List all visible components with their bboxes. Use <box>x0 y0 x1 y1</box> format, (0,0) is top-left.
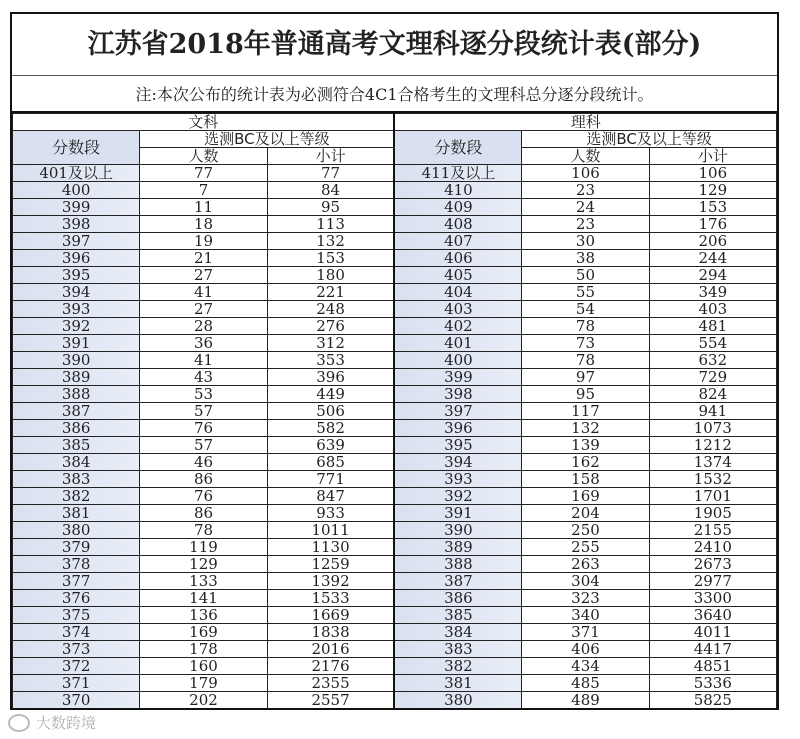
arts-count-cell: 28 <box>140 318 267 335</box>
arts-cumulative-cell: 1669 <box>267 607 394 624</box>
science-count-cell: 162 <box>522 454 649 471</box>
table-row <box>13 607 777 624</box>
science-cumulative-cell: 1905 <box>649 505 776 522</box>
science-segment-cell: 382 <box>394 658 521 675</box>
arts-segment-cell: 388 <box>13 386 140 403</box>
table-row <box>13 590 777 607</box>
table-row <box>13 250 777 267</box>
arts-segment-cell: 392 <box>13 318 140 335</box>
science-segment-cell: 394 <box>394 454 521 471</box>
arts-cumulative-cell: 1838 <box>267 624 394 641</box>
science-count-cell: 73 <box>522 335 649 352</box>
science-count-cell: 434 <box>522 658 649 675</box>
arts-cumulative-cell: 132 <box>267 233 394 250</box>
science-count-cell: 250 <box>522 522 649 539</box>
arts-cumulative-cell: 180 <box>267 267 394 284</box>
table-row <box>13 658 777 675</box>
arts-count-cell: 57 <box>140 403 267 420</box>
arts-cumulative-cell: 95 <box>267 199 394 216</box>
arts-cumulative-cell: 1130 <box>267 539 394 556</box>
science-count-cell: 485 <box>522 675 649 692</box>
arts-segment-cell: 395 <box>13 267 140 284</box>
science-cumulative-cell: 129 <box>649 182 776 199</box>
arts-cumulative-cell: 506 <box>267 403 394 420</box>
arts-count-cell: 46 <box>140 454 267 471</box>
arts-segment-cell: 385 <box>13 437 140 454</box>
science-cumulative-cell: 2673 <box>649 556 776 573</box>
science-cumulative-cell: 244 <box>649 250 776 267</box>
science-segment-cell: 409 <box>394 199 521 216</box>
science-count-cell: 263 <box>522 556 649 573</box>
science-count-cell: 340 <box>522 607 649 624</box>
science-segment-cell: 391 <box>394 505 521 522</box>
arts-count-cell: 133 <box>140 573 267 590</box>
arts-cumulative-cell: 1011 <box>267 522 394 539</box>
science-cumulative-cell: 5336 <box>649 675 776 692</box>
science-cumulative-cell: 554 <box>649 335 776 352</box>
science-count-cell: 323 <box>522 590 649 607</box>
science-cumulative-cell: 1073 <box>649 420 776 437</box>
science-segment-cell: 393 <box>394 471 521 488</box>
science-cumulative-cell: 349 <box>649 284 776 301</box>
science-cumulative-cell: 206 <box>649 233 776 250</box>
science-segment-cell: 406 <box>394 250 521 267</box>
science-cumulative-header: 小计 <box>649 148 776 165</box>
arts-count-cell: 41 <box>140 284 267 301</box>
watermark-text: 大数跨境 <box>36 714 97 732</box>
arts-count-cell: 119 <box>140 539 267 556</box>
arts-cumulative-cell: 2557 <box>267 692 394 710</box>
science-segment-cell: 396 <box>394 420 521 437</box>
table-row <box>13 505 777 522</box>
science-cumulative-cell: 729 <box>649 369 776 386</box>
science-cumulative-cell: 3640 <box>649 607 776 624</box>
arts-cumulative-cell: 396 <box>267 369 394 386</box>
science-count-cell: 23 <box>522 182 649 199</box>
table-row <box>13 403 777 420</box>
arts-count-cell: 76 <box>140 488 267 505</box>
table-row <box>13 556 777 573</box>
table-row <box>13 216 777 233</box>
science-count-cell: 139 <box>522 437 649 454</box>
arts-segment-cell: 400 <box>13 182 140 199</box>
table-row <box>13 573 777 590</box>
arts-segment-cell: 393 <box>13 301 140 318</box>
arts-segment-cell: 379 <box>13 539 140 556</box>
science-cumulative-cell: 481 <box>649 318 776 335</box>
arts-count-cell: 77 <box>140 165 267 182</box>
arts-count-cell: 36 <box>140 335 267 352</box>
arts-segment-cell: 394 <box>13 284 140 301</box>
arts-count-cell: 179 <box>140 675 267 692</box>
science-count-cell: 169 <box>522 488 649 505</box>
science-cumulative-cell: 4011 <box>649 624 776 641</box>
science-cumulative-cell: 1212 <box>649 437 776 454</box>
science-count-cell: 106 <box>522 165 649 182</box>
arts-count-cell: 43 <box>140 369 267 386</box>
table-row <box>13 420 777 437</box>
arts-segment-cell: 390 <box>13 352 140 369</box>
science-segment-cell: 408 <box>394 216 521 233</box>
arts-cumulative-cell: 933 <box>267 505 394 522</box>
science-count-cell: 304 <box>522 573 649 590</box>
arts-cumulative-cell: 449 <box>267 386 394 403</box>
science-count-cell: 78 <box>522 318 649 335</box>
arts-segment-header: 分数段 <box>13 131 140 165</box>
arts-count-cell: 178 <box>140 641 267 658</box>
science-cumulative-cell: 294 <box>649 267 776 284</box>
arts-cumulative-header: 小计 <box>267 148 394 165</box>
arts-count-cell: 169 <box>140 624 267 641</box>
table-row <box>13 301 777 318</box>
arts-cumulative-cell: 2016 <box>267 641 394 658</box>
science-group-header: 选测BC及以上等级 <box>522 131 777 148</box>
arts-count-cell: 11 <box>140 199 267 216</box>
arts-count-cell: 57 <box>140 437 267 454</box>
arts-count-cell: 129 <box>140 556 267 573</box>
arts-cumulative-cell: 771 <box>267 471 394 488</box>
group-header-row <box>13 131 777 148</box>
science-segment-cell: 383 <box>394 641 521 658</box>
science-cumulative-cell: 2410 <box>649 539 776 556</box>
arts-count-cell: 27 <box>140 267 267 284</box>
table-row <box>13 352 777 369</box>
science-segment-cell: 410 <box>394 182 521 199</box>
arts-segment-cell: 401及以上 <box>13 165 140 182</box>
arts-count-header: 人数 <box>140 148 267 165</box>
science-count-cell: 132 <box>522 420 649 437</box>
science-segment-cell: 411及以上 <box>394 165 521 182</box>
arts-cumulative-cell: 113 <box>267 216 394 233</box>
science-segment-cell: 385 <box>394 607 521 624</box>
arts-count-cell: 136 <box>140 607 267 624</box>
science-segment-cell: 403 <box>394 301 521 318</box>
arts-segment-cell: 384 <box>13 454 140 471</box>
science-count-cell: 50 <box>522 267 649 284</box>
arts-count-cell: 160 <box>140 658 267 675</box>
science-cumulative-cell: 632 <box>649 352 776 369</box>
arts-cumulative-cell: 2176 <box>267 658 394 675</box>
table-row <box>13 318 777 335</box>
science-count-cell: 54 <box>522 301 649 318</box>
science-count-cell: 489 <box>522 692 649 710</box>
arts-cumulative-cell: 1259 <box>267 556 394 573</box>
science-segment-cell: 390 <box>394 522 521 539</box>
arts-segment-cell: 375 <box>13 607 140 624</box>
arts-segment-cell: 381 <box>13 505 140 522</box>
science-segment-cell: 395 <box>394 437 521 454</box>
arts-count-cell: 7 <box>140 182 267 199</box>
science-count-cell: 30 <box>522 233 649 250</box>
arts-count-cell: 41 <box>140 352 267 369</box>
table-row <box>13 369 777 386</box>
arts-segment-cell: 383 <box>13 471 140 488</box>
science-cumulative-cell: 1532 <box>649 471 776 488</box>
science-cumulative-cell: 1374 <box>649 454 776 471</box>
arts-count-cell: 86 <box>140 471 267 488</box>
arts-group-header: 选测BC及以上等级 <box>140 131 395 148</box>
arts-count-cell: 21 <box>140 250 267 267</box>
arts-segment-cell: 398 <box>13 216 140 233</box>
table-row <box>13 488 777 505</box>
arts-count-cell: 19 <box>140 233 267 250</box>
science-count-cell: 24 <box>522 199 649 216</box>
table-row <box>13 539 777 556</box>
arts-cumulative-cell: 153 <box>267 250 394 267</box>
watermark <box>8 712 96 733</box>
science-count-header: 人数 <box>522 148 649 165</box>
science-cumulative-cell: 941 <box>649 403 776 420</box>
arts-segment-cell: 396 <box>13 250 140 267</box>
science-cumulative-cell: 824 <box>649 386 776 403</box>
arts-segment-cell: 377 <box>13 573 140 590</box>
table-row <box>13 522 777 539</box>
science-cumulative-cell: 176 <box>649 216 776 233</box>
science-cumulative-cell: 5825 <box>649 692 776 710</box>
science-segment-cell: 386 <box>394 590 521 607</box>
statistics-document <box>10 12 779 710</box>
arts-count-cell: 27 <box>140 301 267 318</box>
arts-cumulative-cell: 221 <box>267 284 394 301</box>
table-row <box>13 471 777 488</box>
arts-section-header: 文科 <box>13 114 395 131</box>
section-header-row <box>13 114 777 131</box>
science-segment-cell: 389 <box>394 539 521 556</box>
science-segment-cell: 397 <box>394 403 521 420</box>
science-count-cell: 158 <box>522 471 649 488</box>
science-segment-cell: 398 <box>394 386 521 403</box>
science-cumulative-cell: 4417 <box>649 641 776 658</box>
weibo-logo-icon <box>8 714 30 732</box>
arts-cumulative-cell: 685 <box>267 454 394 471</box>
science-segment-cell: 399 <box>394 369 521 386</box>
arts-cumulative-cell: 1533 <box>267 590 394 607</box>
arts-segment-cell: 389 <box>13 369 140 386</box>
arts-segment-cell: 387 <box>13 403 140 420</box>
arts-cumulative-cell: 582 <box>267 420 394 437</box>
science-segment-cell: 392 <box>394 488 521 505</box>
table-row <box>13 199 777 216</box>
science-segment-cell: 402 <box>394 318 521 335</box>
science-cumulative-cell: 1701 <box>649 488 776 505</box>
arts-segment-cell: 376 <box>13 590 140 607</box>
science-count-cell: 97 <box>522 369 649 386</box>
arts-segment-cell: 373 <box>13 641 140 658</box>
arts-segment-cell: 374 <box>13 624 140 641</box>
table-row <box>13 641 777 658</box>
arts-cumulative-cell: 847 <box>267 488 394 505</box>
arts-segment-cell: 391 <box>13 335 140 352</box>
arts-count-cell: 78 <box>140 522 267 539</box>
science-cumulative-cell: 153 <box>649 199 776 216</box>
science-cumulative-cell: 2977 <box>649 573 776 590</box>
science-count-cell: 117 <box>522 403 649 420</box>
arts-count-cell: 76 <box>140 420 267 437</box>
arts-segment-cell: 372 <box>13 658 140 675</box>
science-segment-cell: 381 <box>394 675 521 692</box>
arts-segment-cell: 382 <box>13 488 140 505</box>
table-row <box>13 675 777 692</box>
science-count-cell: 55 <box>522 284 649 301</box>
science-count-cell: 95 <box>522 386 649 403</box>
science-segment-cell: 404 <box>394 284 521 301</box>
table-row <box>13 233 777 250</box>
science-segment-cell: 405 <box>394 267 521 284</box>
arts-cumulative-cell: 77 <box>267 165 394 182</box>
table-row <box>13 165 777 182</box>
science-cumulative-cell: 3300 <box>649 590 776 607</box>
arts-segment-cell: 371 <box>13 675 140 692</box>
science-count-cell: 204 <box>522 505 649 522</box>
table-row <box>13 267 777 284</box>
science-segment-cell: 380 <box>394 692 521 710</box>
table-row <box>13 624 777 641</box>
arts-segment-cell: 397 <box>13 233 140 250</box>
arts-count-cell: 18 <box>140 216 267 233</box>
science-count-cell: 78 <box>522 352 649 369</box>
table-row <box>13 692 777 710</box>
arts-segment-cell: 386 <box>13 420 140 437</box>
science-segment-cell: 388 <box>394 556 521 573</box>
science-count-cell: 255 <box>522 539 649 556</box>
science-segment-header: 分数段 <box>394 131 521 165</box>
arts-cumulative-cell: 248 <box>267 301 394 318</box>
arts-count-cell: 53 <box>140 386 267 403</box>
science-segment-cell: 407 <box>394 233 521 250</box>
science-count-cell: 371 <box>522 624 649 641</box>
arts-count-cell: 141 <box>140 590 267 607</box>
science-section-header: 理科 <box>394 114 776 131</box>
science-segment-cell: 401 <box>394 335 521 352</box>
science-cumulative-cell: 403 <box>649 301 776 318</box>
science-cumulative-cell: 4851 <box>649 658 776 675</box>
document-title: 江苏省2018年普通高考文理科逐分段统计表(部分) <box>12 14 777 76</box>
arts-cumulative-cell: 312 <box>267 335 394 352</box>
arts-count-cell: 86 <box>140 505 267 522</box>
arts-cumulative-cell: 84 <box>267 182 394 199</box>
arts-cumulative-cell: 276 <box>267 318 394 335</box>
arts-cumulative-cell: 639 <box>267 437 394 454</box>
arts-cumulative-cell: 2355 <box>267 675 394 692</box>
table-row <box>13 437 777 454</box>
science-cumulative-cell: 106 <box>649 165 776 182</box>
science-count-cell: 23 <box>522 216 649 233</box>
science-count-cell: 38 <box>522 250 649 267</box>
table-row <box>13 454 777 471</box>
science-segment-cell: 400 <box>394 352 521 369</box>
arts-segment-cell: 370 <box>13 692 140 710</box>
document-note: 注:本次公布的统计表为必测符合4C1合格考生的文理科总分逐分段统计。 <box>12 76 777 113</box>
arts-segment-cell: 380 <box>13 522 140 539</box>
table-row <box>13 182 777 199</box>
score-distribution-table <box>12 113 777 710</box>
science-count-cell: 406 <box>522 641 649 658</box>
arts-cumulative-cell: 353 <box>267 352 394 369</box>
arts-cumulative-cell: 1392 <box>267 573 394 590</box>
science-cumulative-cell: 2155 <box>649 522 776 539</box>
table-row <box>13 284 777 301</box>
arts-segment-cell: 399 <box>13 199 140 216</box>
science-segment-cell: 387 <box>394 573 521 590</box>
table-row <box>13 335 777 352</box>
table-row <box>13 386 777 403</box>
science-segment-cell: 384 <box>394 624 521 641</box>
arts-count-cell: 202 <box>140 692 267 710</box>
arts-segment-cell: 378 <box>13 556 140 573</box>
